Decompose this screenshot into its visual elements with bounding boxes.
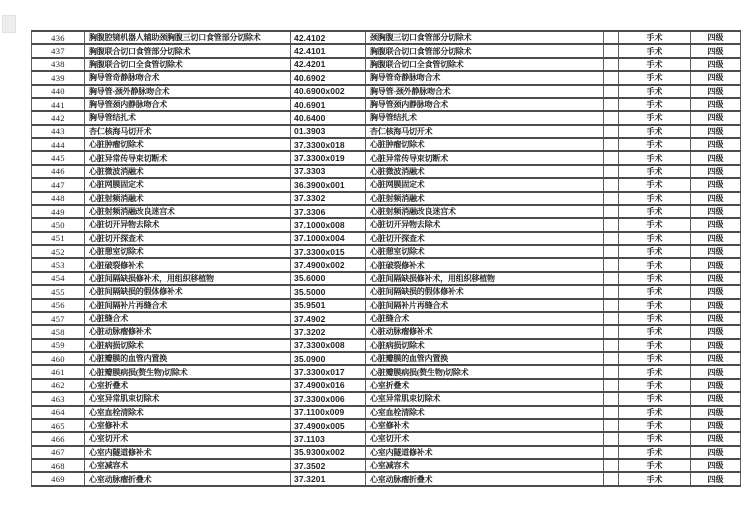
procedure-code-cell: 37.3201 [291, 472, 366, 486]
procedure-code-cell: 36.3900x001 [291, 178, 366, 191]
row-number-cell: 446 [32, 165, 85, 178]
row-number-cell: 465 [32, 419, 85, 432]
category-cell: 手术 [619, 31, 691, 44]
procedure-code-cell: 01.3903 [291, 125, 366, 138]
category-cell: 手术 [619, 258, 691, 271]
standard-name-cell: 胸腹联合切口食管部分切除术 [366, 44, 604, 57]
level-cell: 四级 [691, 272, 741, 285]
standard-name-cell: 心脏肿瘤切除术 [366, 138, 604, 151]
category-cell: 手术 [619, 138, 691, 151]
row-number-cell: 450 [32, 218, 85, 231]
level-cell: 四级 [691, 138, 741, 151]
standard-name-cell: 心脏切开异物去除术 [366, 218, 604, 231]
procedure-code-cell: 35.0900 [291, 352, 366, 365]
blank-cell [604, 339, 619, 352]
standard-name-cell: 心脏间隔缺损修补术，用组织移植物 [366, 272, 604, 285]
table-row [32, 432, 741, 445]
level-cell: 四级 [691, 178, 741, 191]
category-cell: 手术 [619, 165, 691, 178]
row-number-cell: 464 [32, 406, 85, 419]
standard-name-cell: 心室异常肌束切除术 [366, 392, 604, 405]
category-cell: 手术 [619, 446, 691, 459]
procedure-name-cell: 胸导管-颈外静脉吻合术 [85, 85, 291, 98]
table-row [32, 245, 741, 258]
table-row [32, 285, 741, 298]
procedure-name-cell: 胸导管结扎术 [85, 111, 291, 124]
table-row [32, 71, 741, 84]
procedure-name-cell: 心脏异常传导束切断术 [85, 151, 291, 164]
table-row [32, 165, 741, 178]
row-number-cell: 439 [32, 71, 85, 84]
row-number-cell: 467 [32, 446, 85, 459]
category-cell: 手术 [619, 352, 691, 365]
row-number-cell: 447 [32, 178, 85, 191]
procedure-name-cell: 心室血栓清除术 [85, 406, 291, 419]
category-cell: 手术 [619, 205, 691, 218]
blank-cell [604, 272, 619, 285]
blank-cell [604, 138, 619, 151]
standard-name-cell: 心脏间隔补片再缝合术 [366, 299, 604, 312]
blank-cell [604, 218, 619, 231]
procedure-code-cell: 35.9501 [291, 299, 366, 312]
row-number-cell: 443 [32, 125, 85, 138]
standard-name-cell: 颈胸腹三切口食管部分切除术 [366, 31, 604, 44]
row-number-cell: 466 [32, 432, 85, 445]
standard-name-cell: 心室血栓清除术 [366, 406, 604, 419]
table-row [32, 178, 741, 191]
row-number-cell: 436 [32, 31, 85, 44]
level-cell: 四级 [691, 258, 741, 271]
level-cell: 四级 [691, 125, 741, 138]
category-cell: 手术 [619, 459, 691, 472]
standard-name-cell: 心脏异常传导束切断术 [366, 151, 604, 164]
table-row [32, 44, 741, 57]
level-cell: 四级 [691, 285, 741, 298]
procedure-code-cell: 37.3300x018 [291, 138, 366, 151]
blank-cell [604, 151, 619, 164]
procedure-name-cell: 心脏切开异物去除术 [85, 218, 291, 231]
table-row [32, 312, 741, 325]
category-cell: 手术 [619, 472, 691, 486]
row-number-cell: 459 [32, 339, 85, 352]
blank-cell [604, 111, 619, 124]
row-number-cell: 461 [32, 365, 85, 378]
procedure-code-cell: 35.5000 [291, 285, 366, 298]
blank-cell [604, 379, 619, 392]
level-cell: 四级 [691, 205, 741, 218]
procedure-code-cell: 37.3300x015 [291, 245, 366, 258]
standard-name-cell: 胸导管奇静脉吻合术 [366, 71, 604, 84]
blank-cell [604, 125, 619, 138]
row-number-cell: 437 [32, 44, 85, 57]
table-row [32, 205, 741, 218]
standard-name-cell: 心脏射频消融改良迷宫术 [366, 205, 604, 218]
category-cell: 手术 [619, 192, 691, 205]
blank-cell [604, 44, 619, 57]
category-cell: 手术 [619, 432, 691, 445]
level-cell: 四级 [691, 446, 741, 459]
procedure-code-cell: 40.6901 [291, 98, 366, 111]
blank-cell [604, 85, 619, 98]
table-row [32, 339, 741, 352]
table-body [32, 31, 741, 486]
blank-cell [604, 192, 619, 205]
table-row [32, 58, 741, 71]
table-row [32, 125, 741, 138]
level-cell: 四级 [691, 85, 741, 98]
table-row [32, 446, 741, 459]
category-cell: 手术 [619, 379, 691, 392]
standard-name-cell: 胸导管结扎术 [366, 111, 604, 124]
standard-name-cell: 心室折叠术 [366, 379, 604, 392]
blank-cell [604, 58, 619, 71]
standard-name-cell: 心脏缝合术 [366, 312, 604, 325]
row-number-cell: 455 [32, 285, 85, 298]
blank-cell [604, 392, 619, 405]
blank-cell [604, 232, 619, 245]
table-row [32, 98, 741, 111]
standard-name-cell: 心脏憩室切除术 [366, 245, 604, 258]
procedure-name-cell: 心室减容术 [85, 459, 291, 472]
blank-cell [604, 419, 619, 432]
level-cell: 四级 [691, 58, 741, 71]
procedure-name-cell: 心脏间隔缺损修补术，用组织移植物 [85, 272, 291, 285]
standard-name-cell: 心脏射频消融术 [366, 192, 604, 205]
level-cell: 四级 [691, 352, 741, 365]
category-cell: 手术 [619, 419, 691, 432]
row-number-cell: 458 [32, 325, 85, 338]
procedure-name-cell: 心脏切开探查术 [85, 232, 291, 245]
procedure-code-cell: 42.4102 [291, 31, 366, 44]
level-cell: 四级 [691, 419, 741, 432]
blank-cell [604, 446, 619, 459]
row-number-cell: 468 [32, 459, 85, 472]
level-cell: 四级 [691, 379, 741, 392]
category-cell: 手术 [619, 406, 691, 419]
row-number-cell: 444 [32, 138, 85, 151]
standard-name-cell: 心脏破裂修补术 [366, 258, 604, 271]
procedure-name-cell: 心室切开术 [85, 432, 291, 445]
procedure-code-cell: 37.3300x008 [291, 339, 366, 352]
procedure-name-cell: 胸腹联合切口食管部分切除术 [85, 44, 291, 57]
category-cell: 手术 [619, 339, 691, 352]
row-number-cell: 462 [32, 379, 85, 392]
table-row [32, 111, 741, 124]
blank-cell [604, 299, 619, 312]
blank-cell [604, 205, 619, 218]
procedure-code-cell: 40.6900x002 [291, 85, 366, 98]
procedure-name-cell: 胸腹联合切口全食管切除术 [85, 58, 291, 71]
blank-cell [604, 285, 619, 298]
procedure-code-cell: 37.4900x016 [291, 379, 366, 392]
level-cell: 四级 [691, 432, 741, 445]
category-cell: 手术 [619, 325, 691, 338]
row-number-cell: 469 [32, 472, 85, 486]
procedure-name-cell: 心室动脉瘤折叠术 [85, 472, 291, 486]
procedure-name-cell: 心脏网膜固定术 [85, 178, 291, 191]
blank-cell [604, 352, 619, 365]
table-row [32, 218, 741, 231]
table-row [32, 232, 741, 245]
standard-name-cell: 心室动脉瘤折叠术 [366, 472, 604, 486]
table-row [32, 138, 741, 151]
blank-cell [604, 258, 619, 271]
blank-cell [604, 325, 619, 338]
row-number-cell: 452 [32, 245, 85, 258]
category-cell: 手术 [619, 218, 691, 231]
procedure-name-cell: 心室修补术 [85, 419, 291, 432]
procedure-code-cell: 40.6400 [291, 111, 366, 124]
level-cell: 四级 [691, 325, 741, 338]
category-cell: 手术 [619, 312, 691, 325]
standard-name-cell: 胸导管颈内静脉吻合术 [366, 98, 604, 111]
procedure-code-cell: 37.4900x002 [291, 258, 366, 271]
level-cell: 四级 [691, 365, 741, 378]
level-cell: 四级 [691, 406, 741, 419]
procedure-code-cell: 40.6902 [291, 71, 366, 84]
level-cell: 四级 [691, 31, 741, 44]
blank-cell [604, 178, 619, 191]
level-cell: 四级 [691, 472, 741, 486]
category-cell: 手术 [619, 392, 691, 405]
level-cell: 四级 [691, 299, 741, 312]
procedure-name-cell: 心脏射频消融术 [85, 192, 291, 205]
standard-name-cell: 心室修补术 [366, 419, 604, 432]
procedure-code-cell: 37.3300x017 [291, 365, 366, 378]
row-number-cell: 456 [32, 299, 85, 312]
procedure-code-cell: 35.9300x002 [291, 446, 366, 459]
blank-cell [604, 71, 619, 84]
procedure-name-cell: 心脏肿瘤切除术 [85, 138, 291, 151]
category-cell: 手术 [619, 151, 691, 164]
procedure-name-cell: 心脏瓣膜病损(赘生物)切除术 [85, 365, 291, 378]
category-cell: 手术 [619, 299, 691, 312]
procedure-name-cell: 胸导管奇静脉吻合术 [85, 71, 291, 84]
level-cell: 四级 [691, 44, 741, 57]
level-cell: 四级 [691, 232, 741, 245]
table-row [32, 85, 741, 98]
row-number-cell: 457 [32, 312, 85, 325]
procedure-name-cell: 心脏间隔补片再缝合术 [85, 299, 291, 312]
row-number-cell: 451 [32, 232, 85, 245]
procedure-name-cell: 心脏射频消融改良迷宫术 [85, 205, 291, 218]
row-number-cell: 449 [32, 205, 85, 218]
table-row [32, 192, 741, 205]
procedure-code-cell: 42.4201 [291, 58, 366, 71]
level-cell: 四级 [691, 312, 741, 325]
procedure-code-cell: 37.3502 [291, 459, 366, 472]
table-row [32, 258, 741, 271]
level-cell: 四级 [691, 245, 741, 258]
procedure-code-cell: 37.3300x006 [291, 392, 366, 405]
procedure-name-cell: 心脏缝合术 [85, 312, 291, 325]
level-cell: 四级 [691, 459, 741, 472]
level-cell: 四级 [691, 151, 741, 164]
standard-name-cell: 胸腹联合切口全食管切除术 [366, 58, 604, 71]
category-cell: 手术 [619, 111, 691, 124]
table-row [32, 352, 741, 365]
blank-cell [604, 472, 619, 486]
row-number-cell: 442 [32, 111, 85, 124]
procedure-code-cell: 42.4101 [291, 44, 366, 57]
procedure-name-cell: 心脏破裂修补术 [85, 258, 291, 271]
category-cell: 手术 [619, 232, 691, 245]
level-cell: 四级 [691, 165, 741, 178]
procedure-code-cell: 37.3303 [291, 165, 366, 178]
procedure-name-cell: 心脏微波消融术 [85, 165, 291, 178]
row-number-cell: 448 [32, 192, 85, 205]
table-row [32, 299, 741, 312]
procedure-code-cell: 37.1000x008 [291, 218, 366, 231]
row-number-cell: 440 [32, 85, 85, 98]
procedure-code-cell: 35.6000 [291, 272, 366, 285]
table-row [32, 419, 741, 432]
standard-name-cell: 杏仁核海马切开术 [366, 125, 604, 138]
level-cell: 四级 [691, 339, 741, 352]
standard-name-cell: 心脏微波消融术 [366, 165, 604, 178]
procedure-name-cell: 心脏憩室切除术 [85, 245, 291, 258]
procedure-name-cell: 心室异常肌束切除术 [85, 392, 291, 405]
category-cell: 手术 [619, 98, 691, 111]
table-row [32, 272, 741, 285]
procedure-code-cell: 37.3302 [291, 192, 366, 205]
procedure-code-cell: 37.1103 [291, 432, 366, 445]
table-row [32, 365, 741, 378]
category-cell: 手术 [619, 44, 691, 57]
table-row [32, 31, 741, 44]
standard-name-cell: 心室内隧道修补术 [366, 446, 604, 459]
procedure-name-cell: 心脏动脉瘤修补术 [85, 325, 291, 338]
blank-cell [604, 459, 619, 472]
standard-name-cell: 心脏网膜固定术 [366, 178, 604, 191]
page-edge-artifact [2, 15, 16, 33]
level-cell: 四级 [691, 111, 741, 124]
category-cell: 手术 [619, 58, 691, 71]
table-row [32, 472, 741, 486]
table-row [32, 406, 741, 419]
row-number-cell: 438 [32, 58, 85, 71]
blank-cell [604, 98, 619, 111]
procedure-code-cell: 37.3306 [291, 205, 366, 218]
table-row [32, 151, 741, 164]
category-cell: 手术 [619, 365, 691, 378]
procedure-name-cell: 胸导管颈内静脉吻合术 [85, 98, 291, 111]
blank-cell [604, 165, 619, 178]
row-number-cell: 445 [32, 151, 85, 164]
standard-name-cell: 心室减容术 [366, 459, 604, 472]
blank-cell [604, 312, 619, 325]
level-cell: 四级 [691, 71, 741, 84]
procedure-code-cell: 37.1000x004 [291, 232, 366, 245]
procedure-name-cell: 心脏病损切除术 [85, 339, 291, 352]
row-number-cell: 454 [32, 272, 85, 285]
procedure-name-cell: 杏仁核海马切开术 [85, 125, 291, 138]
standard-name-cell: 心室切开术 [366, 432, 604, 445]
row-number-cell: 460 [32, 352, 85, 365]
category-cell: 手术 [619, 85, 691, 98]
row-number-cell: 463 [32, 392, 85, 405]
procedure-code-cell: 37.3202 [291, 325, 366, 338]
row-number-cell: 441 [32, 98, 85, 111]
table-row [32, 379, 741, 392]
standard-name-cell: 心脏切开探查术 [366, 232, 604, 245]
procedure-code-cell: 37.4902 [291, 312, 366, 325]
blank-cell [604, 365, 619, 378]
procedure-name-cell: 胸腹腔镜机器人辅助颈胸腹三切口食管部分切除术 [85, 31, 291, 44]
procedure-name-cell: 心脏瓣膜的血管内置换 [85, 352, 291, 365]
category-cell: 手术 [619, 71, 691, 84]
blank-cell [604, 245, 619, 258]
level-cell: 四级 [691, 192, 741, 205]
procedure-name-cell: 心室内隧道修补术 [85, 446, 291, 459]
standard-name-cell: 胸导管-颈外静脉吻合术 [366, 85, 604, 98]
standard-name-cell: 心脏瓣膜的血管内置换 [366, 352, 604, 365]
procedure-code-cell: 37.1100x009 [291, 406, 366, 419]
table-row [32, 459, 741, 472]
procedure-code-cell: 37.4900x005 [291, 419, 366, 432]
procedure-code-cell: 37.3300x019 [291, 151, 366, 164]
category-cell: 手术 [619, 272, 691, 285]
category-cell: 手术 [619, 245, 691, 258]
standard-name-cell: 心脏病损切除术 [366, 339, 604, 352]
standard-name-cell: 心脏瓣膜病损(赘生物)切除术 [366, 365, 604, 378]
category-cell: 手术 [619, 178, 691, 191]
blank-cell [604, 406, 619, 419]
blank-cell [604, 432, 619, 445]
standard-name-cell: 心脏动脉瘤修补术 [366, 325, 604, 338]
level-cell: 四级 [691, 392, 741, 405]
procedure-name-cell: 心室折叠术 [85, 379, 291, 392]
blank-cell [604, 31, 619, 44]
table-row [32, 325, 741, 338]
level-cell: 四级 [691, 98, 741, 111]
surgical-procedure-table [31, 30, 741, 487]
level-cell: 四级 [691, 218, 741, 231]
category-cell: 手术 [619, 125, 691, 138]
category-cell: 手术 [619, 285, 691, 298]
procedure-name-cell: 心脏间隔缺损的假体修补术 [85, 285, 291, 298]
row-number-cell: 453 [32, 258, 85, 271]
table-row [32, 392, 741, 405]
standard-name-cell: 心脏间隔缺损的假体修补术 [366, 285, 604, 298]
